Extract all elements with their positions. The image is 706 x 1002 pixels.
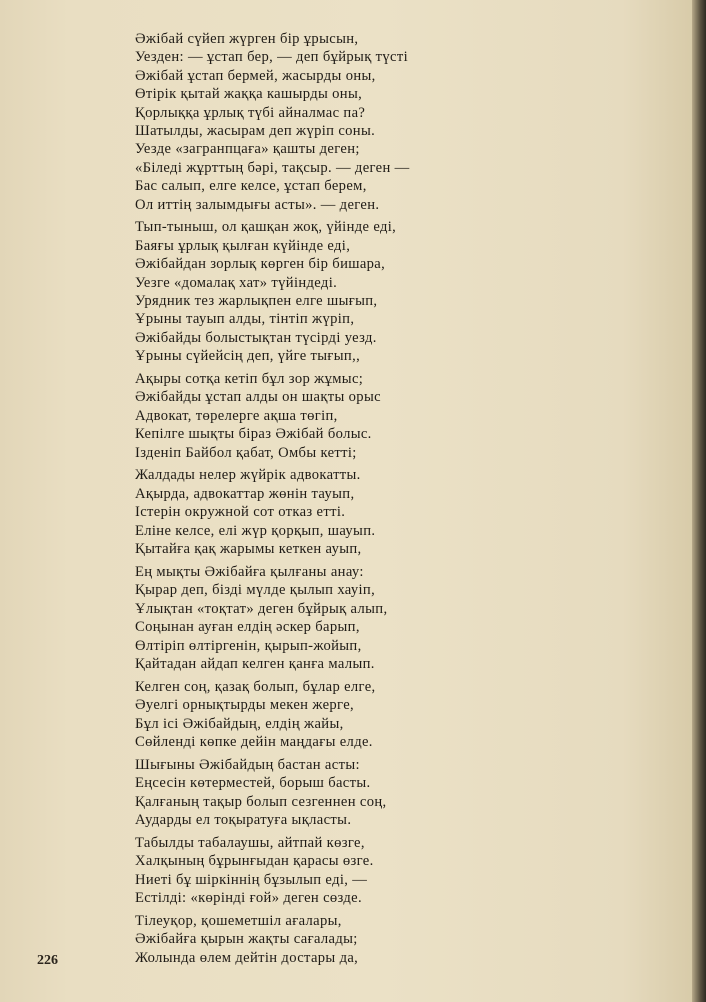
poem-line: Баяғы ұрлық қылған күйінде еді, [135,237,351,254]
stanza [135,563,535,673]
poem-line: Өтірік қытай жаққа кашырды оны, [135,86,363,103]
poem-line: Ниеті бұ шіркіннің бұзылып еді, — [135,871,368,888]
poem-line: Ең мықты Әжібайға қылғаны анау: [135,563,364,580]
stanza [135,912,535,967]
poem-line: Еліне келсе, елі жүр қорқып, шауып. [135,522,376,539]
poem-line: Адвокат, төрелерге ақша төгіп, [135,407,338,424]
poem-line: Халқының бұрынғыдан қарасы өзге. [135,853,374,870]
poem-line: Кепілге шықты біраз Әжібай болыс. [135,426,372,443]
poem-line: Әжібайды ұстап алды он шақты орыс [135,389,381,406]
poem-line: Соңынан ауған елдің әскер барып, [135,619,360,636]
poem-line: Қалғаның тақыр болып сезгеннен соң, [135,793,387,810]
poem-line: Әжібай ұстап бермей, жасырды оны, [135,67,376,84]
poem-line: Ол иттің залымдығы асты». — деген. [135,196,380,213]
stanza [135,678,535,752]
poem-line: Әжібайдан зорлық көрген бір бишара, [135,256,386,273]
poem-line: Өлтіріп өлтіргенін, қырып-жойып, [135,637,362,654]
poem-line: Бас салып, елге келсе, ұстап берем, [135,178,367,195]
poem-line: Ақыры сотқа кетіп бұл зор жұмыс; [135,371,364,388]
stanza [135,466,535,558]
poem-line: Әжібайға қырын жақты сағалады; [135,931,358,948]
poem-line: Урядник тез жарлықпен елге шығып, [135,292,378,309]
poem-line: Жолында өлем дейтін достары да, [135,949,359,966]
poem-line: Қорлыққа ұрлық түбі айналмас па? [135,104,366,121]
poem-line: Ақырда, адвокаттар жөнін тауып, [135,485,355,502]
poem-line: Әжібай сүйеп жүрген бір ұрысын, [135,31,359,47]
poem-line: «Біледі жұрттың бәрі, тақсыр. — деген — [135,159,410,176]
poem-line: Қытайға қақ жарымы кеткен ауып, [135,541,362,558]
poem-line: Әжібайды болыстықтан түсірді уезд. [135,329,377,346]
poem-line: Істерін окружной сот отказ етті. [135,504,346,521]
poem-line: Келген соң, қазақ болып, бұлар елге, [135,678,376,695]
poem-line: Естілді: «көрінді ғой» деген сөзде. [135,890,363,907]
poem-line: Уезден: — ұстап бер, — деп бұйрық түсті [135,49,408,66]
page-number: 226 [37,953,58,968]
poem-line: Қайтадан айдап келген қанға малып. [135,655,375,672]
poem-line: Еңсесін көтерместей, борыш басты. [135,775,371,792]
poem-line: Ізденіп Байбол қабат, Омбы кетті; [135,444,357,461]
poem-line: Шатылды, жасырам деп жүріп соны. [135,122,376,139]
poem-line: Тілеуқор, қошеметшіл ағалары, [135,912,342,929]
poem-line: Қырар деп, бізді мүлде қылып хауіп, [135,582,376,599]
stanza [135,756,535,830]
page-edge-shadow [692,0,706,1002]
poem-line: Уезге «домалақ хат» түйіндеді. [135,274,338,291]
stanza [135,218,535,365]
poem-line: Тып-тыныш, ол қашқан жоқ, үйінде еді, [135,219,397,236]
poem-line: Бұл ісі Әжібайдың, елдің жайы, [135,715,344,732]
poem-line: Сөйленді көпке дейін маңдағы елде. [135,733,373,750]
poem-line: Әуелгі орнықтырды мекен жерге, [135,697,355,714]
poem-line: Аударды ел тоқыратуға ықласты. [135,812,352,829]
stanza [135,370,535,462]
poem-line: Уезде «загранпцаға» қашты деген; [135,141,360,158]
poem-text [135,30,535,972]
stanza [135,30,535,214]
poem-line: Табылды табалаушы, айтпай көзге, [135,834,365,851]
poem-line: Ұрыны сүйейсің деп, үйге тығып,, [135,348,361,365]
poem-line: Ұрыны тауып алды, тінтіп жүріп, [135,311,355,328]
poem-line: Шығыны Әжібайдың бастан асты: [135,756,360,773]
poem-line: Жалдады нелер жүйрік адвокатты. [135,467,361,484]
poem-line: Ұлықтан «тоқтат» деген бұйрық алып, [135,600,388,617]
stanza [135,834,535,908]
